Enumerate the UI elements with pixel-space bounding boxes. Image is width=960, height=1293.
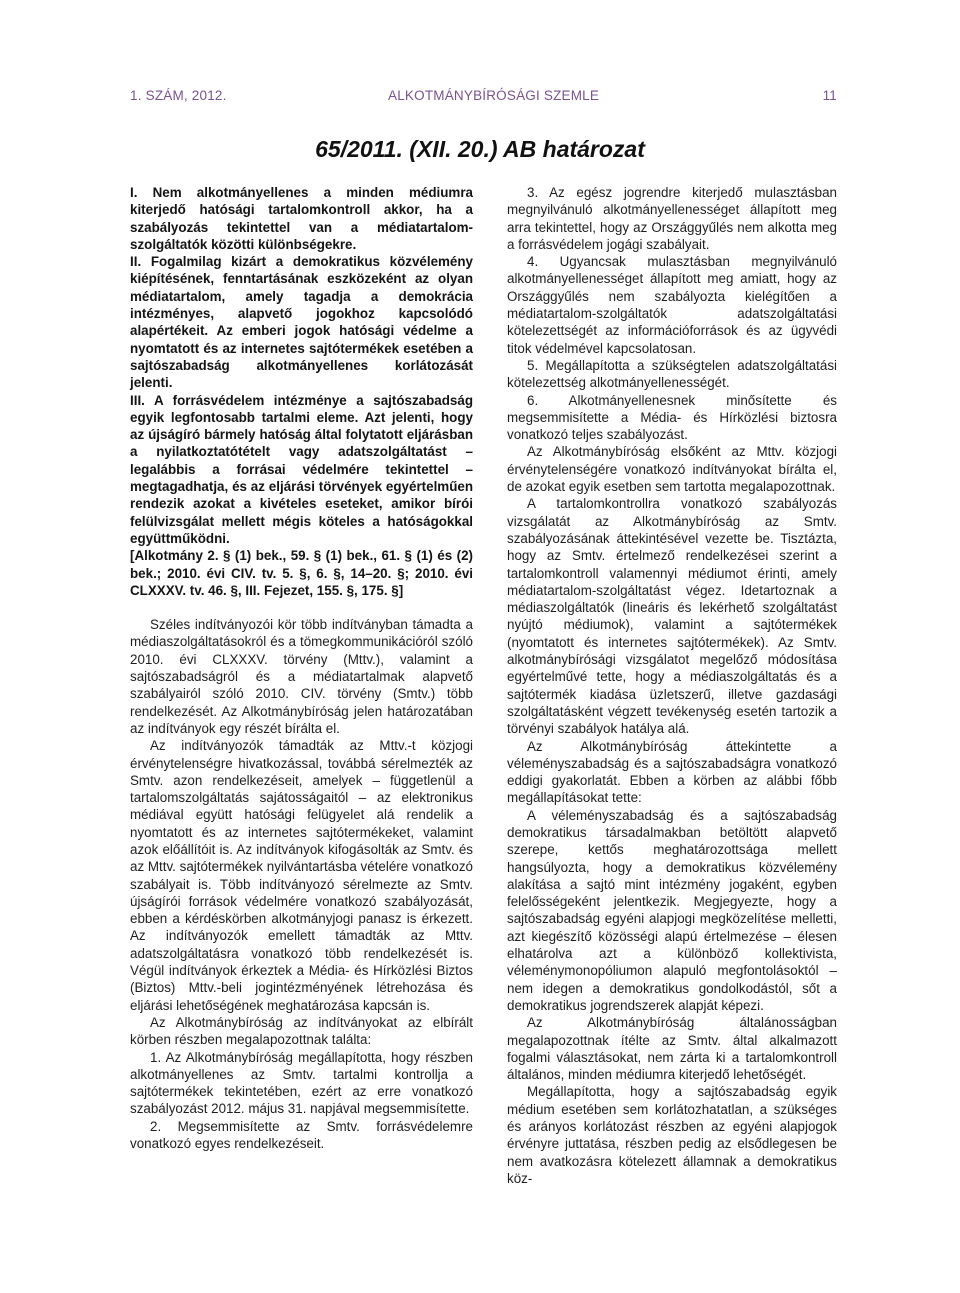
journal-name: ALKOTMÁNYBÍRÓSÁGI SZEMLE bbox=[388, 88, 600, 103]
left-column bbox=[130, 184, 473, 1152]
section-gap bbox=[130, 599, 473, 616]
right-column bbox=[507, 184, 837, 1187]
body-paragraph: 2. Megsemmisítette az Smtv. forrásvédelemre vonatkozó egyes rendelkezéseit. bbox=[130, 1118, 473, 1152]
body-paragraph: Az Alkotmánybíróság áttekintette a véleményszabadság és a sajtószabadságra vonatkozó eddigi gyakorlatát. Ebben a körben az alábbi főbb megállapításokat tette: bbox=[507, 738, 837, 806]
body-paragraph: 1. Az Alkotmánybíróság megállapította, hogy részben alkotmányellenes az Smtv. tartalmi kontrollja a sajtótermékek tekintetében, ezért az erre vonatkozó szabályozást 2012. május 31. napjával megsemmisítette. bbox=[130, 1049, 473, 1117]
document-title: 65/2011. (XII. 20.) AB határozat bbox=[315, 136, 645, 162]
body-paragraph: Az indítványozók támadták az Mttv.-t közjogi érvénytelenségre hivatkozással, továbbá sérelmezték az Smtv. azon rendelkezéseit, amelyek – függetlenül a tartalomszolgáltatás sajátosságaitól – az elektronikus médiával együtt hatósági felügyelet alá rendelik a nyomtatott és az internetes sajtótermékeket, valamint azok előállítóit is. Az indítványok kifogásolták az Smtv. és az Mttv. sajtótermékek nyilvántartásba vételére vonatkozó szabályait is. Több indítványozó sérelmezte az Smtv. újságírói források védelmére vonatkozó szabályozását, ebben a kérdéskörben alkotmányjogi panasz is érkezett. Az indítványozók emellett támadták az Mttv. adatszolgáltatásra vonatkozó több rendelkezését is. Végül indítványok érkeztek a Média- és Hírközlési Biztos (Biztos) Mttv.-beli jogintézményének létrehozása és eljárási lehetőségének meghatározása kapcsán is. bbox=[130, 738, 473, 1013]
body-paragraph: A tartalomkontrollra vonatkozó szabályozás vizsgálatát az Alkotmánybíróság az Smtv. szabályozásának áttekintésével vezette be. Tisztázta, hogy az Smtv. értelmező rendelkezései szerint a tartalomkontroll valamennyi médiumot érinti, amely médiatartalom-szolgáltatást végez. Idetartoznak a médiaszolgáltatók (lineáris és lekérhető szolgáltatást nyújtó médiumok), valamint a sajtótermékek (nyomtatott és internetes sajtótermékek). Az Smtv. alkotmánybírósági vizsgálatot megelőző módosítása egyértelművé tette, hogy a médiaszolgáltatás és a sajtótermék kiadása üzletszerű, illetve gazdasági szolgáltatásként végzett tevékenység esetén tartozik a törvényi szabályok hatálya alá. bbox=[507, 496, 837, 737]
legal-references: [Alkotmány 2. § (1) bek., 59. § (1) bek., 61. § (1) és (2) bek.; 2010. évi CIV. tv. 5. §, 6. §, 14–20. §; 2010. évi CLXXXV. tv. 46. §, III. Fejezet, 155. §, 175. §] bbox=[130, 548, 473, 598]
body-paragraph: 5. Megállapította a szükségtelen adatszolgáltatási kötelezettség alkotmányellenességét. bbox=[507, 357, 837, 391]
issue-label: 1. SZÁM, 2012. bbox=[130, 88, 227, 103]
headnote-2: II. Fogalmilag kizárt a demokratikus közvélemény kiépítésének, fenntartásának eszközeként az olyan médiatartalom, amely tagadja a demokrácia intézményes, alapvető jogokhoz kapcsolódó alapértékeit. Az emberi jogok hatósági védelme a nyomtatott és az internetes sajtótermékek esetében a sajtószabadság alkotmányellenes korlátozását jelenti. bbox=[130, 254, 473, 391]
page-number: 11 bbox=[822, 88, 837, 103]
body-paragraph: Széles indítványozói kör több indítványban támadta a médiaszolgáltatásokról és a tömegkommunikációról szóló 2010. évi CLXXXV. törvény (Mttv.), valamint a sajtószabadságról és a médiatartalmak alapvető szabályairól szóló 2010. CIV. törvény (Smtv.) több rendelkezését. Az Alkotmánybíróság jelen határozatában az indítványok egy részét bírálta el. bbox=[130, 617, 473, 736]
body-paragraph: 6. Alkotmányellenesnek minősítette és megsemmisítette a Média- és Hírközlési biztosra vonatkozó teljes szabályozást. bbox=[507, 392, 837, 443]
body-paragraph: 4. Ugyancsak mulasztásban megnyilvánuló alkotmányellenességet állapított meg amiatt, hogy az Országgyűlés nem szabályozta kielégítően a médiatartalom-szolgáltatók adatszolgáltatási kötelezettségét az információforrások és az ügyvédi titok védelmével kapcsolatosan. bbox=[507, 254, 837, 356]
body-paragraph: Az Alkotmánybíróság az indítványokat az elbírált körben részben megalapozottnak találta: bbox=[130, 1014, 473, 1048]
body-paragraph: Az Alkotmánybíróság elsőként az Mttv. közjogi érvénytelenségére vonatkozó indítványokat bírálta el, de azokat egyik esetben sem tartotta megalapozottnak. bbox=[507, 444, 837, 495]
body-paragraph: Megállapította, hogy a sajtószabadság egyik médium esetében sem korlátozhatatlan, a szükséges és arányos korlátozást részben az egyéni alapjogok érvényre juttatása, részben pedig az elsődlegesen be nem avatkozásra kötelezett államnak a demokratikus köz- bbox=[507, 1084, 837, 1186]
body-paragraph: Az Alkotmánybíróság általánosságban megalapozottnak ítélte az Smtv. által alkalmazott fogalmi választásokat, nem zárta ki a tartalomkontroll általános, minden médiumra kiterjedő lehetőségét. bbox=[507, 1015, 837, 1083]
headnote-1: I. Nem alkotmányellenes a minden médiumra kiterjedő hatósági tartalomkontroll akkor, ha a szabályozás tekintettel van a médiatartalom-szolgáltatók közötti különbségekre. bbox=[130, 185, 473, 252]
headnote-3: III. A forrásvédelem intézménye a sajtószabadság egyik legfontosabb tartalmi eleme. Azt jelenti, hogy az újságíró bármely hatóság által folytatott eljárásban a nyilatkoztatótételt vagy adatszolgáltatást – legalábbis a forrásai védelmére tekintettel – megtagadhatja, és az eljárási törvények egyértelműen rendezik azokat a kivételes eseteket, amikor bírói felülvizsgálat mellett mégis köteles a hatóságokkal együttműködni. bbox=[130, 392, 473, 546]
body-paragraph: A véleményszabadság és a sajtószabadság demokratikus társadalmakban betöltött alapvető szerepe, kettős meghatározottsága mellett hangsúlyozta, hogy a demokratikus közvélemény alakítása a sajtó mint intézmény jogaként, egyben felelősségeként jelentkezik. Megjegyezte, hogy a sajtószabadság egyéni alapjogi megközelítése melletti, azt kiegészítő közösségi alapú értelmezése – élesen elhatárolva azt a különböző kollektivista, véleménymonopóliumon alapuló megfontolásoktól – nem idegen a demokratikus gondolkodástól, sőt a demokratikus jogrendszerek alapját képezi. bbox=[507, 807, 837, 1013]
running-header bbox=[130, 88, 837, 108]
body-paragraph: 3. Az egész jogrendre kiterjedő mulasztásban megnyilvánuló alkotmányellenességet állapított meg arra tekintettel, hogy az Országgyűlés nem alkotta meg a forrásvédelem jogági szabályait. bbox=[507, 185, 837, 252]
